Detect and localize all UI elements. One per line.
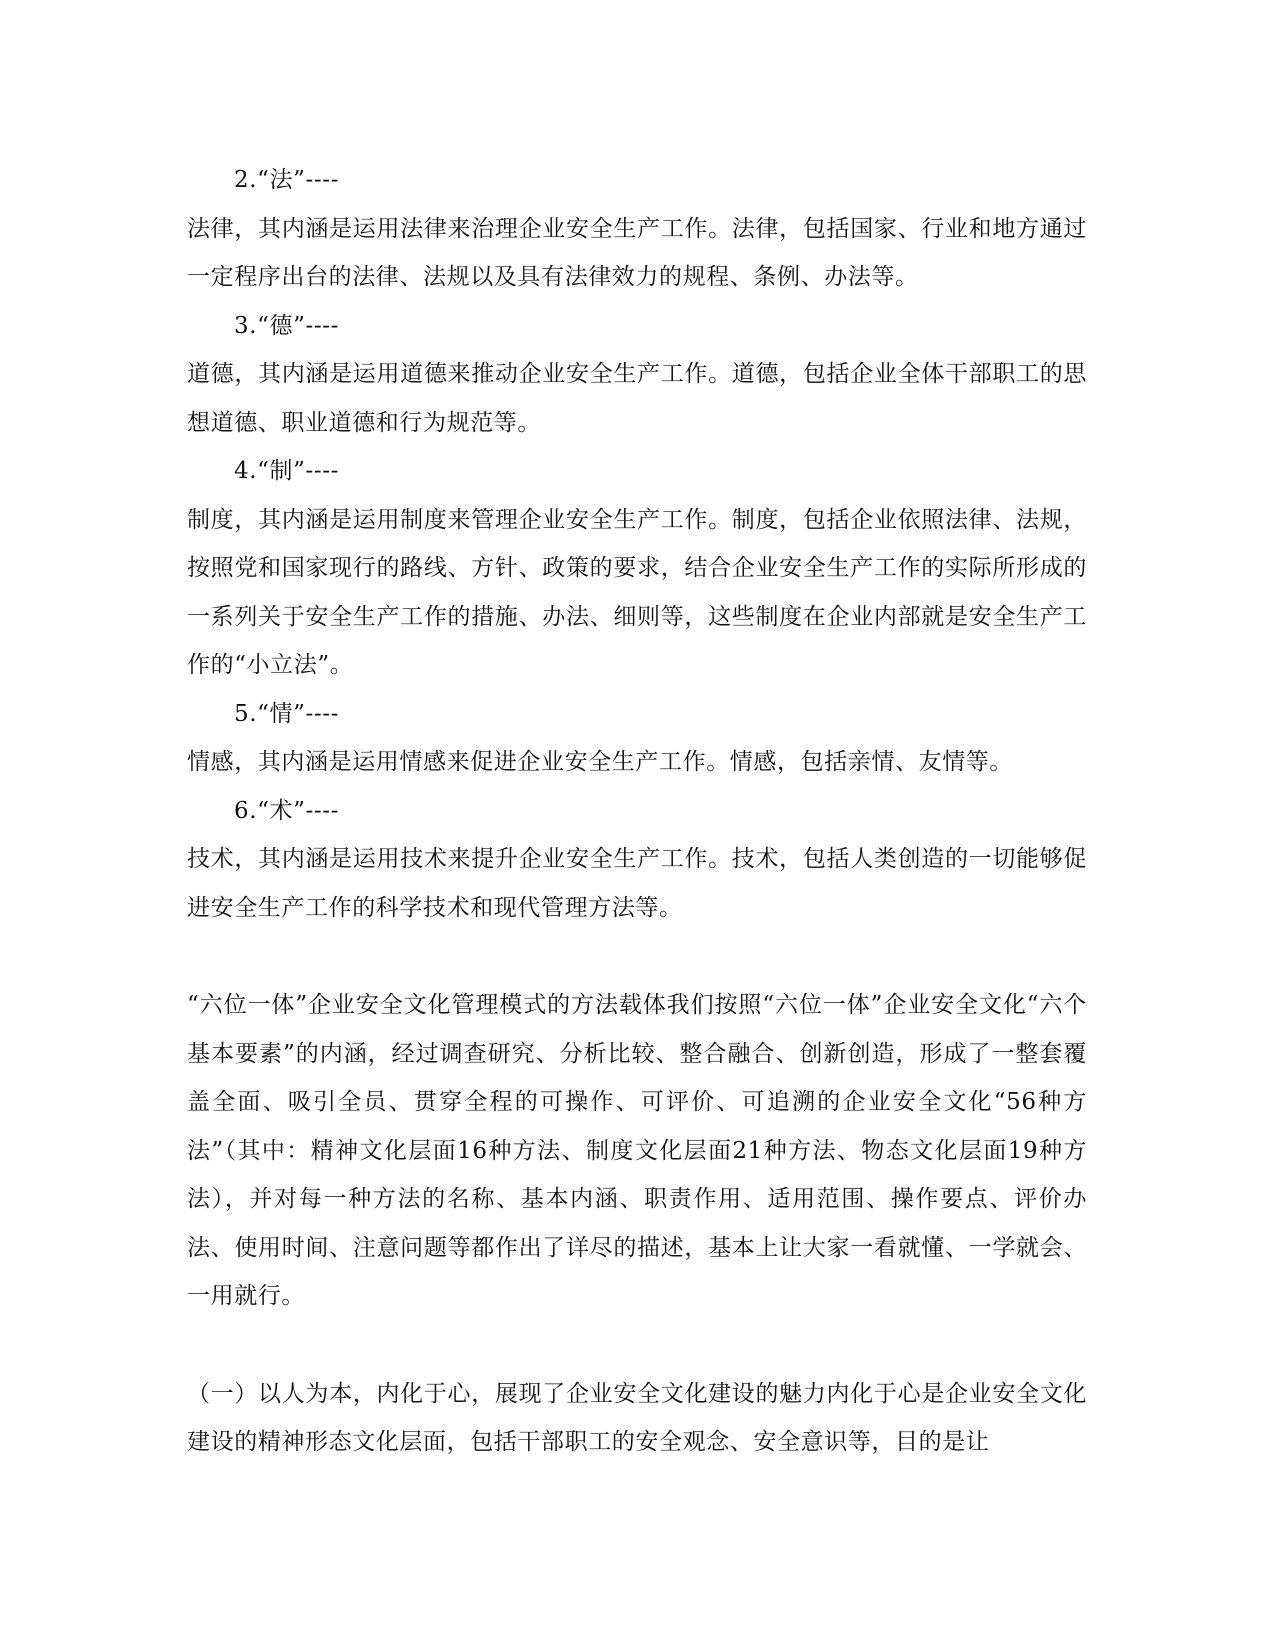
section-heading: 4.“制”---- <box>234 458 339 484</box>
section-heading: 3.“德”---- <box>234 312 339 339</box>
body-paragraph: 制度，其内涵是运用制度来管理企业安全生产工作。制度，包括企业依照法律、法规，按照党和国家现行的路线、方针、政策的要求，结合企业安全生产工作的实际所形成的一系列关于安全生产工作的措施、办法、细则等，这些制度在企业内部就是安全生产工作的“小立法”。 <box>187 506 1087 678</box>
body-paragraph: 情感，其内涵是运用情感来促进企业安全生产工作。情感，包括亲情、友情等。 <box>187 749 1013 775</box>
document-body <box>187 156 1087 1467</box>
body-paragraph: “六位一体”企业安全文化管理模式的方法载体我们按照“六位一体”企业安全文化“六个基本要素”的内涵，经过调查研究、分析比较、整合融合、创新创造，形成了一整套覆盖全面、吸引全员、贯穿全程的可操作、可评价、可追溯的企业安全文化“56种方法”（其中：精神文化层面16种方法、制度文化层面21种方法、物态文化层面19种方法），并对每一种方法的名称、基本内涵、职责作用、适用范围、操作要点、评价办法、使用时间、注意问题等都作出了详尽的描述，基本上让大家一看就懂、一学就会、一用就行。 <box>187 992 1087 1309</box>
paragraph-spacer <box>187 1321 1087 1370</box>
paragraph-spacer <box>187 932 1087 981</box>
body-paragraph: 技术，其内涵是运用技术来提升企业安全生产工作。技术，包括人类创造的一切能够促进安全生产工作的科学技术和现代管理方法等。 <box>187 846 1087 921</box>
section-heading: 5.“情”---- <box>234 700 339 727</box>
body-paragraph: 法律，其内涵是运用法律来治理企业安全生产工作。法律，包括国家、行业和地方通过一定程序出台的法律、法规以及具有法律效力的规程、条例、办法等。 <box>187 215 1087 290</box>
body-paragraph: （一）以人为本，内化于心，展现了企业安全文化建设的魅力内化于心是企业安全文化建设的精神形态文化层面，包括干部职工的安全观念、安全意识等，目的是让 <box>187 1380 1087 1455</box>
section-heading: 6.“术”---- <box>234 797 339 824</box>
body-paragraph: 道德，其内涵是运用道德来推动企业安全生产工作。道德，包括企业全体干部职工的思想道德、职业道德和行为规范等。 <box>187 361 1087 436</box>
section-heading: 2.“法”---- <box>234 167 339 193</box>
